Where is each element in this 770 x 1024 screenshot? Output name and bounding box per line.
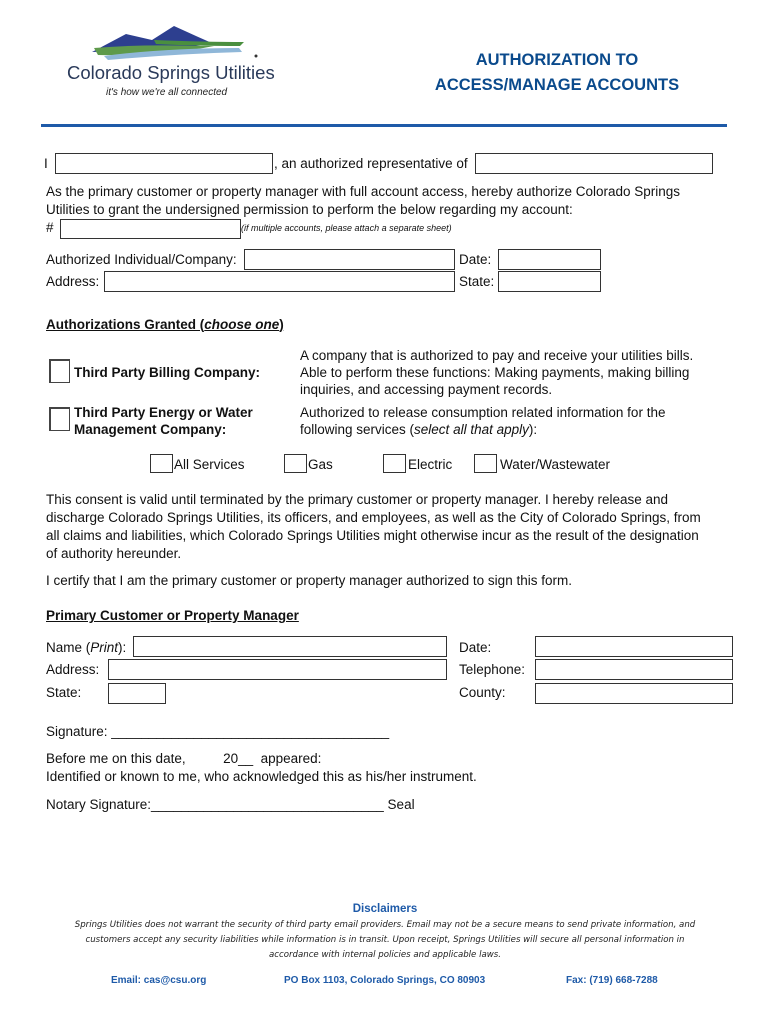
account-number-input[interactable] (60, 219, 241, 239)
representative-text: , an authorized representative of (274, 156, 468, 171)
title-line-2: ACCESS/MANAGE ACCOUNTS (434, 76, 680, 94)
company-name: Colorado Springs Utilities (67, 62, 275, 83)
primary-address-label: Address: (46, 662, 100, 677)
primary-county-label: County: (459, 685, 506, 700)
primary-name-post: ): (118, 640, 127, 655)
disclaimer-text (40, 918, 730, 963)
all-services-checkbox[interactable] (150, 454, 173, 473)
multiple-accounts-note: (if multiple accounts, please attach a separate sheet) (241, 223, 452, 233)
consent-line-4: of authority hereunder. (46, 546, 182, 561)
authorize-line-2: Utilities to grant the undersigned permission to perform the below regarding my account: (46, 202, 573, 217)
primary-date-label: Date: (459, 640, 492, 655)
authorize-line-1: As the primary customer or property manager with full account access, hereby authorize Colorado Springs (46, 184, 681, 199)
authorizations-heading-post: ) (279, 317, 284, 332)
form-title (407, 48, 707, 98)
i-label: I (44, 156, 48, 171)
footer-address: PO Box 1103, Colorado Springs, CO 80903 (284, 975, 486, 986)
gas-label: Gas (308, 457, 333, 472)
tagline: it's how we're all connected (106, 87, 228, 98)
account-hash: # (46, 220, 54, 235)
consent-line-1: This consent is valid until terminated by the primary customer or property manager. I hereby release and (46, 492, 669, 507)
primary-name-input[interactable] (133, 636, 447, 657)
energy-desc-2-pre: following services ( (300, 422, 415, 437)
water-label: Water/Wastewater (500, 457, 611, 472)
account-holder-input[interactable] (475, 153, 713, 174)
disclaimer-line-2: customers accept any security liabilities while information is in transit. Upon receipt, Springs Utilities will secure all personal information in (85, 935, 685, 945)
disclaimer-line-1: Springs Utilities does not warrant the security of third party email providers. Email may not be a secure means to send private information, and (74, 920, 696, 930)
electric-checkbox[interactable] (383, 454, 406, 473)
authorized-date-input[interactable] (498, 249, 601, 270)
energy-desc-2-post: ): (528, 422, 538, 437)
billing-label: Third Party Billing Company: (74, 365, 261, 380)
footer-email[interactable]: Email: cas@csu.org (111, 975, 207, 986)
authorized-individual-input[interactable] (244, 249, 455, 270)
logo (64, 22, 274, 104)
energy-label-1: Third Party Energy or Water (74, 405, 253, 420)
primary-state-label: State: (46, 685, 82, 700)
footer-fax: Fax: (719) 668-7288 (566, 975, 658, 986)
energy-desc-2 (300, 421, 665, 438)
primary-state-input[interactable] (108, 683, 166, 704)
before-me-text: Before me on this date, 20__ appeared: (46, 751, 322, 766)
energy-desc-2-ital: select all that apply (414, 422, 529, 437)
authorized-date-label: Date: (459, 252, 492, 267)
disclaimer-line-3: accordance with internal policies and applicable laws. (269, 950, 501, 960)
billing-description (300, 347, 693, 398)
energy-desc-1: Authorized to release consumption related information for the (300, 405, 666, 420)
authorizations-heading-pre: Authorizations Granted ( (46, 317, 205, 332)
authorized-state-input[interactable] (498, 271, 601, 292)
authorized-address-label: Address: (46, 274, 100, 289)
authorized-individual-label: Authorized Individual/Company: (46, 252, 237, 267)
authorizations-heading-choose: choose one (204, 317, 280, 332)
notary-signature-line[interactable]: Notary Signature:_______________________________ Seal (46, 797, 415, 812)
identified-text: Identified or known to me, who acknowledged this as his/her instrument. (46, 769, 477, 784)
billing-desc-3: inquiries, and accessing payment records. (300, 382, 553, 397)
billing-desc-1: A company that is authorized to pay and receive your utilities bills. (300, 348, 694, 363)
energy-description (300, 404, 665, 438)
disclaimers-title: Disclaimers (352, 903, 418, 915)
energy-checkbox[interactable] (49, 407, 70, 431)
all-services-label: All Services (174, 457, 245, 472)
consent-paragraph (46, 491, 701, 563)
header-rule (41, 124, 727, 127)
title-line-1: AUTHORIZATION TO (475, 51, 639, 69)
consent-line-2: discharge Colorado Springs Utilities, its officers, and employees, as well as the City of Colorado Springs, from (46, 510, 701, 525)
energy-label (74, 404, 253, 438)
authorized-address-input[interactable] (104, 271, 455, 292)
primary-name-pre: Name ( (46, 640, 91, 655)
primary-telephone-input[interactable] (535, 659, 733, 680)
authorizations-heading (46, 317, 284, 332)
primary-date-input[interactable] (535, 636, 733, 657)
primary-address-input[interactable] (108, 659, 447, 680)
certify-text: I certify that I am the primary customer or property manager authorized to sign this form. (46, 573, 572, 588)
mountain-logo-icon (64, 22, 274, 62)
representative-name-input[interactable] (55, 153, 273, 174)
energy-label-2: Management Company: (74, 422, 227, 437)
electric-label: Electric (408, 457, 453, 472)
signature-line[interactable]: Signature: _____________________________________ (46, 724, 390, 739)
primary-telephone-label: Telephone: (459, 662, 526, 677)
gas-checkbox[interactable] (284, 454, 307, 473)
primary-county-input[interactable] (535, 683, 733, 704)
primary-name-ital: Print (90, 640, 119, 655)
primary-name-label (46, 640, 126, 655)
consent-line-3: all claims and liabilities, which Colorado Springs Utilities might otherwise incur as the result of the designation (46, 528, 699, 543)
primary-heading: Primary Customer or Property Manager (46, 608, 299, 623)
authorized-state-label: State: (459, 274, 495, 289)
water-checkbox[interactable] (474, 454, 497, 473)
billing-desc-2: Able to perform these functions: Making payments, making billing (300, 365, 690, 380)
billing-checkbox[interactable] (49, 359, 70, 383)
